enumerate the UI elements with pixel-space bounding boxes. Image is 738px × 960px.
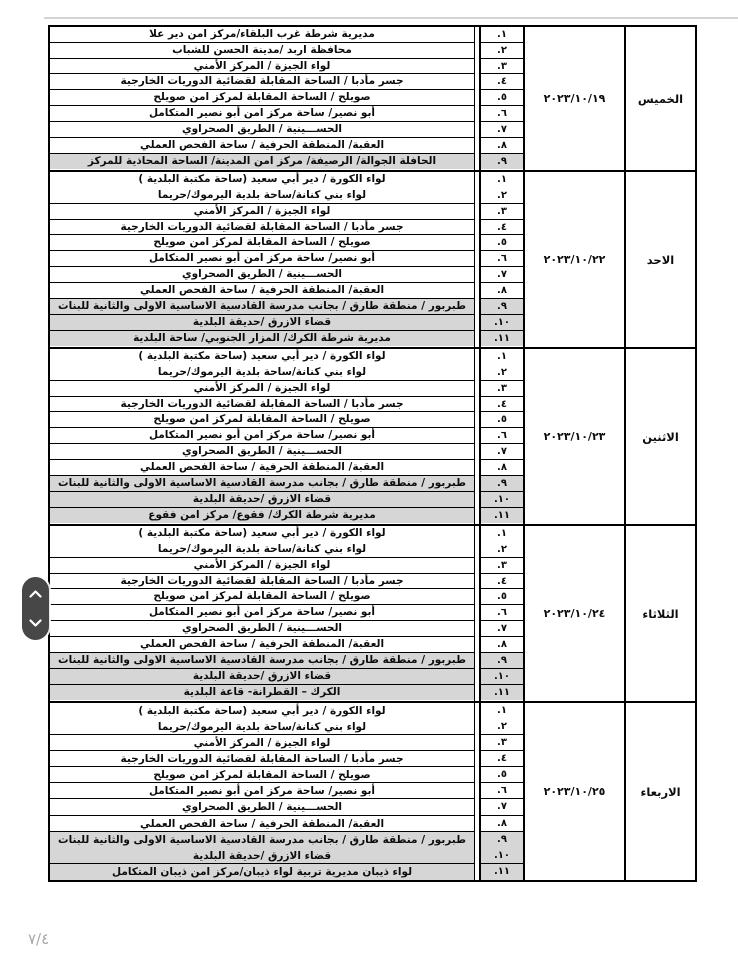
location-text: لواء الجيزة / المركز الأمني xyxy=(193,204,331,217)
day-cell: الاربعاء xyxy=(624,703,695,880)
row-number: .١ xyxy=(497,351,507,362)
row-number: .١ xyxy=(497,29,507,40)
row-number-cell xyxy=(481,637,523,653)
row-number: .٤ xyxy=(497,398,507,410)
row-number: .٢ xyxy=(497,366,507,378)
location-cell xyxy=(50,381,474,397)
location-cell xyxy=(50,816,474,832)
row-number-cell xyxy=(481,460,523,476)
row-number: .٥ xyxy=(497,92,507,104)
row-number-cell xyxy=(481,444,523,460)
row-number-cell xyxy=(481,331,523,347)
row-number: .٥ xyxy=(497,591,507,603)
row-number-cell xyxy=(481,220,523,236)
location-column xyxy=(50,526,475,701)
row-number: .٤ xyxy=(497,76,507,88)
row-number: .١١ xyxy=(493,865,511,877)
location-cell xyxy=(50,138,474,154)
location-cell xyxy=(50,412,474,428)
row-number-cell xyxy=(481,349,523,381)
chevron-up-icon xyxy=(29,590,42,598)
location-text: قضاء الازرق /حديقة البلدية xyxy=(192,315,332,328)
location-text: صويلح / الساحة المقابلة لمركز امن صويلح xyxy=(153,236,371,249)
location-text: مديرية شرطة غرب البلقاء/مركز امن دير علا xyxy=(149,28,375,40)
location-cell xyxy=(50,783,474,799)
date-cell: ٢٠٢٣/١٠/٢٢ xyxy=(543,253,606,266)
row-number-cell xyxy=(481,397,523,413)
location-text: لواء بني كنانة/ساحة بلدية اليرموك/حريما xyxy=(157,542,367,555)
schedule-table xyxy=(48,25,697,882)
location-cell xyxy=(50,315,474,331)
row-number: .٤ xyxy=(497,753,507,765)
row-number-cell xyxy=(481,703,523,735)
location-text: الحســـينية / الطريق الصحراوي xyxy=(181,622,343,635)
location-text: أبو نصير/ ساحة مركز امن أبو نصير المتكامل xyxy=(148,429,376,442)
location-text: جسر مأدبا / الساحة المقابلة لقضائية الدوريات الخارجية xyxy=(120,753,404,766)
row-number: .٢ xyxy=(497,44,507,56)
location-cell xyxy=(50,574,474,590)
row-number-cell xyxy=(481,315,523,331)
location-text: الحســـينية / الطريق الصحراوي xyxy=(181,268,343,281)
row-number: .٨ xyxy=(497,139,507,151)
row-number-cell xyxy=(481,122,523,138)
row-number: .٥ xyxy=(497,769,507,781)
location-cell xyxy=(50,558,474,574)
location-cell xyxy=(50,526,474,558)
location-cell xyxy=(50,397,474,413)
row-number-cell xyxy=(481,204,523,220)
row-number-cell xyxy=(481,508,523,524)
location-text: لواء الجيزة / المركز الأمني xyxy=(193,59,331,72)
location-text: مديرية شرطة الكرك/ المزار الجنوبي/ ساحة البلدية xyxy=(133,331,391,344)
location-cell xyxy=(50,476,474,492)
row-number: .٥ xyxy=(497,237,507,249)
row-number: .٣ xyxy=(497,382,507,394)
row-number-cell xyxy=(481,685,523,701)
row-number: .٣ xyxy=(497,559,507,571)
row-number-cell xyxy=(481,816,523,832)
scroll-up-button[interactable] xyxy=(22,583,49,605)
row-number-cell xyxy=(481,526,523,558)
row-number-cell xyxy=(481,251,523,267)
location-cell xyxy=(50,283,474,299)
location-cell xyxy=(50,492,474,508)
location-text: لواء الكورة / دير أبي سعيد (ساحة مكتبة البلدية ) xyxy=(138,705,386,717)
row-number: .٨ xyxy=(497,639,507,651)
location-cell xyxy=(50,106,474,122)
location-text: طبربور / منطقة طارق / بجانب مدرسة القادسية الاساسية الاولى والثانية للبنات xyxy=(58,476,466,489)
row-number-column xyxy=(479,349,525,524)
row-number-cell xyxy=(481,59,523,75)
location-cell xyxy=(50,220,474,236)
location-cell xyxy=(50,122,474,138)
location-cell xyxy=(50,460,474,476)
location-text: صويلح / الساحة المقابلة لمركز امن صويلح xyxy=(153,413,371,426)
date-cell: ٢٠٢٣/١٠/٢٤ xyxy=(543,607,606,620)
location-text: العقبة/ المنطقة الحرفية / ساحة الفحص العملي xyxy=(139,284,385,297)
location-text: قضاء الازرق /حديقة البلدية xyxy=(192,849,332,862)
row-number: .٩ xyxy=(497,833,507,845)
location-cell xyxy=(50,751,474,767)
row-number: .١٠ xyxy=(493,493,511,505)
schedule-block xyxy=(50,526,695,703)
row-number: .١ xyxy=(497,528,507,539)
location-cell xyxy=(50,172,474,204)
row-number: .٨ xyxy=(497,285,507,297)
row-number: .٢ xyxy=(497,721,507,733)
row-number: .١١ xyxy=(493,686,511,698)
location-text: العقبة/ المنطقة الحرفية / ساحة الفحص العملي xyxy=(139,138,385,151)
row-number-cell xyxy=(481,574,523,590)
location-text: الحافلة الجوالة/ الرصيفة/ مركز امن المدينة/ الساحة المحاذية للمركز xyxy=(87,154,437,167)
scroll-widget xyxy=(22,577,49,640)
location-cell xyxy=(50,864,474,880)
row-number-cell xyxy=(481,154,523,170)
row-number-cell xyxy=(481,653,523,669)
page-top-edge-line xyxy=(44,17,738,19)
location-cell xyxy=(50,251,474,267)
row-number: .٥ xyxy=(497,414,507,426)
row-number: .٢ xyxy=(497,543,507,555)
row-number: .٢ xyxy=(497,189,507,201)
scroll-down-button[interactable] xyxy=(22,612,49,634)
location-text: الحســـينية / الطريق الصحراوي xyxy=(181,445,343,458)
row-number-cell xyxy=(481,74,523,90)
row-number: .٣ xyxy=(497,737,507,749)
location-text: أبو نصير/ ساحة مركز امن أبو نصير المتكامل xyxy=(148,252,376,265)
location-cell xyxy=(50,428,474,444)
location-cell xyxy=(50,799,474,815)
row-number-cell xyxy=(481,735,523,751)
location-cell xyxy=(50,27,474,43)
location-text: طبربور / منطقة طارق / بجانب مدرسة القادسية الاساسية الاولى والثانية للبنات xyxy=(58,653,466,666)
row-number-cell xyxy=(481,172,523,204)
row-number-column xyxy=(479,172,525,347)
location-text: أبو نصير/ ساحة مركز امن أبو نصير المتكامل xyxy=(148,785,376,798)
location-text: أبو نصير/ ساحة مركز امن أبو نصير المتكامل xyxy=(148,606,376,619)
row-number-cell xyxy=(481,832,523,864)
row-number-cell xyxy=(481,381,523,397)
row-number: .١١ xyxy=(493,332,511,344)
row-number-cell xyxy=(481,621,523,637)
location-text: طبربور / منطقة طارق / بجانب مدرسة القادسية الاساسية الاولى والثانية للبنات xyxy=(58,833,466,846)
row-number-cell xyxy=(481,428,523,444)
location-text: صويلح / الساحة المقابلة لمركز امن صويلح xyxy=(153,769,371,782)
date-cell: ٢٠٢٣/١٠/١٩ xyxy=(543,92,606,105)
row-number: .٩ xyxy=(497,477,507,489)
row-number: .٨ xyxy=(497,462,507,474)
location-text: لواء ذيبان مديرية تربية لواء ذيبان/مركز امن ذيبان المتكامل xyxy=(111,865,413,878)
location-column xyxy=(50,172,475,347)
row-number: .٩ xyxy=(497,300,507,312)
location-text: قضاء الازرق /حديقة البلدية xyxy=(192,492,332,505)
day-cell: الثلاثاء xyxy=(624,526,695,701)
location-text: أبو نصير/ ساحة مركز امن أبو نصير المتكامل xyxy=(148,107,376,120)
location-cell xyxy=(50,589,474,605)
schedule-block xyxy=(50,349,695,526)
location-text: لواء بني كنانة/ساحة بلدية اليرموك/حريما xyxy=(157,721,367,734)
schedule-block xyxy=(50,27,695,172)
location-text: جسر مأدبا / الساحة المقابلة لقضائية الدوريات الخارجية xyxy=(120,220,404,233)
row-number: .٦ xyxy=(497,253,507,265)
location-text: صويلح / الساحة المقابلة لمركز امن صويلح xyxy=(153,91,371,104)
row-number-cell xyxy=(481,43,523,59)
location-cell xyxy=(50,204,474,220)
location-cell xyxy=(50,74,474,90)
location-text: العقبة/ المنطقة الحرفية / ساحة الفحص العملي xyxy=(139,817,385,830)
row-number: .٨ xyxy=(497,817,507,829)
location-cell xyxy=(50,154,474,170)
row-number-cell xyxy=(481,476,523,492)
location-text: العقبة/ المنطقة الحرفية / ساحة الفحص العملي xyxy=(139,638,385,651)
schedule-block xyxy=(50,703,695,880)
page-number: ٧/٤ xyxy=(28,930,50,948)
row-number-cell xyxy=(481,767,523,783)
schedule-block xyxy=(50,172,695,349)
location-cell xyxy=(50,637,474,653)
location-cell xyxy=(50,508,474,524)
location-cell xyxy=(50,90,474,106)
row-number-cell xyxy=(481,90,523,106)
location-cell xyxy=(50,349,474,381)
location-text: لواء الجيزة / المركز الأمني xyxy=(193,381,331,394)
row-number-cell xyxy=(481,589,523,605)
row-number-cell xyxy=(481,412,523,428)
location-cell xyxy=(50,735,474,751)
row-number-cell xyxy=(481,267,523,283)
location-cell xyxy=(50,299,474,315)
location-text: الحســـينية / الطريق الصحراوي xyxy=(181,122,343,135)
row-number-cell xyxy=(481,605,523,621)
location-text: جسر مأدبا / الساحة المقابلة لقضائية الدوريات الخارجية xyxy=(120,75,404,88)
row-number: .١ xyxy=(497,174,507,185)
location-cell xyxy=(50,43,474,59)
location-text: قضاء الازرق /حديقة البلدية xyxy=(192,669,332,682)
location-column xyxy=(50,27,475,170)
row-number-cell xyxy=(481,138,523,154)
location-text: محافظة اربد /مدينة الحسن للشباب xyxy=(172,43,352,56)
location-cell xyxy=(50,767,474,783)
row-number: .١ xyxy=(497,705,507,716)
row-number: .٦ xyxy=(497,607,507,619)
row-number-cell xyxy=(481,783,523,799)
location-text: جسر مأدبا / الساحة المقابلة لقضائية الدوريات الخارجية xyxy=(120,574,404,587)
row-number: .٧ xyxy=(497,123,507,135)
location-cell xyxy=(50,703,474,735)
row-number: .٣ xyxy=(497,60,507,72)
location-cell xyxy=(50,832,474,864)
location-text: لواء بني كنانة/ساحة بلدية اليرموك/حريما xyxy=(157,188,367,201)
row-number: .٩ xyxy=(497,654,507,666)
row-number-column xyxy=(479,703,525,880)
location-text: طبربور / منطقة طارق / بجانب مدرسة القادسية الاساسية الاولى والثانية للبنات xyxy=(58,299,466,312)
row-number-cell xyxy=(481,299,523,315)
location-cell xyxy=(50,621,474,637)
date-cell: ٢٠٢٣/١٠/٢٣ xyxy=(543,430,606,443)
row-number: .٧ xyxy=(497,269,507,281)
location-text: العقبة/ المنطقة الحرفية / ساحة الفحص العملي xyxy=(139,461,385,474)
location-text: لواء الكورة / دير أبي سعيد (ساحة مكتبة البلدية ) xyxy=(138,350,386,362)
row-number-cell xyxy=(481,751,523,767)
row-number: .٣ xyxy=(497,205,507,217)
row-number-column xyxy=(479,27,525,170)
location-text: لواء الكورة / دير أبي سعيد (ساحة مكتبة البلدية ) xyxy=(138,527,386,539)
location-column xyxy=(50,703,475,880)
location-text: مديرية شرطة الكرك/ فقوع/ مركز امن فقوع xyxy=(148,508,376,521)
row-number: .٧ xyxy=(497,446,507,458)
location-cell xyxy=(50,669,474,685)
chevron-down-icon xyxy=(29,619,42,627)
location-cell xyxy=(50,235,474,251)
row-number: .١١ xyxy=(493,509,511,521)
row-number-cell xyxy=(481,283,523,299)
day-cell: الخميس xyxy=(624,27,695,170)
location-cell xyxy=(50,605,474,621)
row-number: .٦ xyxy=(497,785,507,797)
row-number-cell xyxy=(481,27,523,43)
location-cell xyxy=(50,685,474,701)
date-cell: ٢٠٢٣/١٠/٢٥ xyxy=(543,785,606,798)
row-number: .٦ xyxy=(497,108,507,120)
row-number: .٧ xyxy=(497,623,507,635)
row-number-cell xyxy=(481,864,523,880)
location-text: لواء الجيزة / المركز الأمني xyxy=(193,558,331,571)
row-number: .٦ xyxy=(497,430,507,442)
day-cell: الاحد xyxy=(624,172,695,347)
row-number-cell xyxy=(481,106,523,122)
location-cell xyxy=(50,331,474,347)
location-cell xyxy=(50,444,474,460)
location-text: جسر مأدبا / الساحة المقابلة لقضائية الدوريات الخارجية xyxy=(120,397,404,410)
day-cell: الاثنين xyxy=(624,349,695,524)
row-number-column xyxy=(479,526,525,701)
location-text: الحســـينية / الطريق الصحراوي xyxy=(181,801,343,814)
row-number-cell xyxy=(481,235,523,251)
location-cell xyxy=(50,267,474,283)
row-number-cell xyxy=(481,799,523,815)
row-number: .٤ xyxy=(497,221,507,233)
location-text: صويلح / الساحة المقابلة لمركز امن صويلح xyxy=(153,590,371,603)
row-number: .١٠ xyxy=(493,670,511,682)
location-column xyxy=(50,349,475,524)
row-number: .٤ xyxy=(497,575,507,587)
row-number: .١٠ xyxy=(493,316,511,328)
row-number: .٧ xyxy=(497,801,507,813)
row-number-cell xyxy=(481,669,523,685)
row-number-cell xyxy=(481,558,523,574)
location-text: الكرك – القطرانة- قاعة البلدية xyxy=(183,685,341,698)
location-text: لواء الكورة / دير أبي سعيد (ساحة مكتبة البلدية ) xyxy=(138,173,386,185)
row-number-cell xyxy=(481,492,523,508)
row-number: .١٠ xyxy=(493,849,511,861)
location-cell xyxy=(50,59,474,75)
location-text: لواء بني كنانة/ساحة بلدية اليرموك/حريما xyxy=(157,365,367,378)
row-number: .٩ xyxy=(497,155,507,167)
location-cell xyxy=(50,653,474,669)
location-text: لواء الجيزة / المركز الأمني xyxy=(193,737,331,750)
